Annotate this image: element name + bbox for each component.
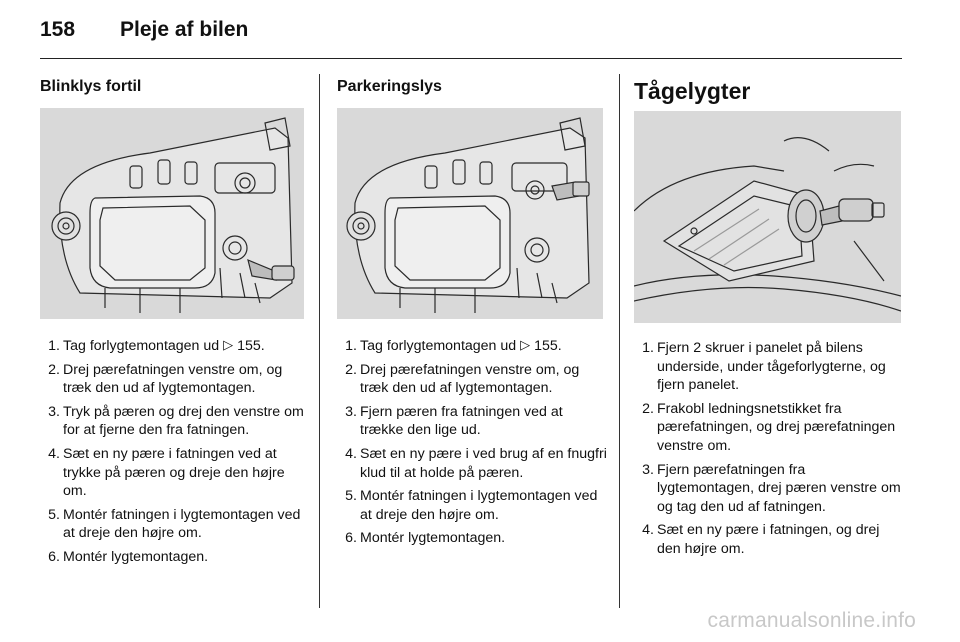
list-item: 4. Sæt en ny pære i fatningen, og drej den højre om. [642,522,880,557]
headlamp-indicator-bulb-illustration [40,108,304,319]
list-item: 2. Frakobl ledningsnetstikket fra pærefatningen, og drej pærefatningen venstre om. [642,400,896,454]
header-rule [40,58,902,59]
list-item: 5. Montér fatningen i lygtemontagen ved at dreje den højre om. [48,506,301,542]
headlamp-parking-bulb-illustration [337,108,603,319]
section-title: Blinklys fortil [40,78,142,95]
headlamp-illustration [40,108,304,319]
list-item: 3. Tryk på pæren og drej den venstre om for at fjerne den fra fatningen. [48,403,304,439]
list-item: 4. Sæt en ny pære i fatningen ved at trykke på pæren og dreje den højre om. [48,445,285,500]
watermark: carmanualsonline.info [707,609,916,632]
fog-lamp-bulb-illustration [634,111,901,323]
steps-list [337,337,607,548]
headlamp-illustration [337,108,603,319]
section-title: Tågelygter [634,78,751,104]
column-divider [619,74,620,608]
list-item: 6. Montér lygtemontagen. [48,548,209,565]
section-front-indicator [40,72,306,572]
list-item: 1. Fjern 2 skruer i panelet på bilens underside, under tågeforlygterne, og fjern panelet. [642,340,886,394]
list-item: 3. Fjern pæren fra fatningen ved at trække den lige ud. [345,403,563,439]
list-item: 5. Montér fatningen i lygtemontagen ved at dreje den højre om. [345,488,598,523]
page-header [40,18,248,50]
page-reference-arrow-icon: ▷ [520,337,531,352]
section-title: Parkeringslys [337,78,442,95]
list-item: 6. Montér lygtemontagen. [345,530,506,547]
list-item: 2. Drej pærefatningen venstre om, og træk den ud af lygtemontagen. [48,361,283,397]
list-item: 1. Tag forlygtemontagen ud ▷ 155. [345,337,562,354]
page-title: Pleje af bilen [120,18,249,41]
steps-list [634,339,904,559]
list-item: 3. Fjern pærefatningen fra lygtemontagen, drej pæren venstre om og tag den ud af fatningen. [642,461,901,515]
section-parking-light [337,72,607,553]
list-item: 4. Sæt en ny pære i ved brug af en fnugfri klud til at holde på pæren. [345,445,607,481]
page-number: 158 [40,18,76,41]
column-divider [319,74,320,608]
steps-list [40,337,306,567]
section-fog-lights [634,72,904,564]
page-reference[interactable]: ▷ 155. [520,337,562,354]
page-reference[interactable]: ▷ 155. [223,337,265,354]
list-item: 1. Tag forlygtemontagen ud ▷ 155. [48,337,265,354]
page-reference-arrow-icon: ▷ [223,337,234,352]
list-item: 2. Drej pærefatningen venstre om, og træk den ud af lygtemontagen. [345,361,580,397]
fog-lamp-illustration [634,111,901,323]
